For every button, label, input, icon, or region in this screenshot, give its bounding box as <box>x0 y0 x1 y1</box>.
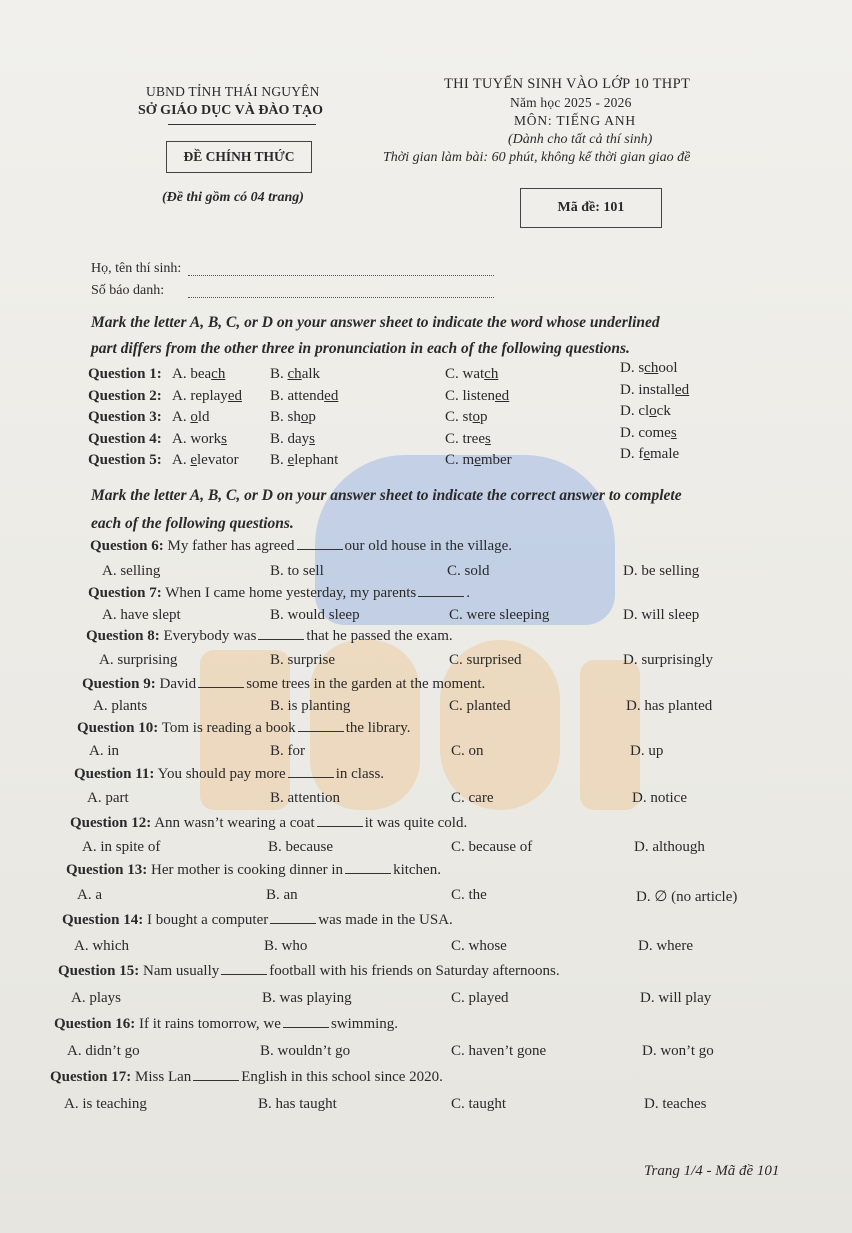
answer-option-a[interactable] <box>172 409 210 426</box>
question-text: Tom is reading a book <box>161 720 296 736</box>
answer-option-b[interactable]: B. is planting <box>270 698 351 714</box>
answer-option-c[interactable]: C. taught <box>451 1096 506 1112</box>
underlined-part: ch <box>484 366 499 382</box>
question-text: English in this school since 2020. <box>241 1069 443 1085</box>
underlined-part: e <box>287 452 295 468</box>
question-text: kitchen. <box>393 862 441 878</box>
candidate-name-label: Họ, tên thí sinh: <box>91 261 182 276</box>
question-text: our old house in the village. <box>344 538 513 554</box>
answer-option-c[interactable] <box>445 409 488 426</box>
header-divider <box>168 124 316 125</box>
answer-option-d[interactable]: D. will play <box>640 990 712 1006</box>
answer-option-c[interactable]: C. care <box>451 790 494 806</box>
option-text: mber <box>480 452 512 468</box>
question-stem <box>77 720 411 737</box>
underlined-part: s <box>484 431 491 447</box>
section1-instruction-line2: part differs from the other three in pronunciation in each of the following questions. <box>91 340 630 357</box>
option-text: A. work <box>172 431 222 447</box>
answer-option-b[interactable]: B. was playing <box>262 990 352 1006</box>
authority-name: UBND TỈNH THÁI NGUYÊN <box>146 84 320 99</box>
question-stem <box>90 538 512 555</box>
question-stem <box>62 912 453 929</box>
answer-option-c[interactable]: C. played <box>451 990 509 1006</box>
answer-option-d[interactable]: D. where <box>638 938 693 954</box>
answer-option-d[interactable]: D. teaches <box>644 1096 707 1112</box>
option-text: A. <box>172 452 191 468</box>
answer-option-d[interactable]: D. although <box>634 839 705 855</box>
option-text: B. day <box>270 431 310 447</box>
answer-option-b[interactable]: B. for <box>270 743 305 759</box>
question-label: Question 12: <box>70 815 152 831</box>
question-text: David <box>159 676 197 692</box>
option-text: p <box>480 409 488 425</box>
answer-blank <box>258 638 304 640</box>
answer-option-c[interactable]: C. surprised <box>449 652 522 668</box>
answer-option-c[interactable]: C. the <box>451 887 487 903</box>
question-label: Question 17: <box>50 1069 132 1085</box>
answer-option-c[interactable] <box>445 366 498 383</box>
underlined-part: ch <box>644 360 659 376</box>
question-text: it was quite cold. <box>364 815 468 831</box>
answer-blank <box>283 1026 329 1028</box>
department-name: SỞ GIÁO DỤC VÀ ĐÀO TẠO <box>138 103 324 118</box>
option-text: male <box>650 446 680 462</box>
option-text: D. f <box>620 446 644 462</box>
answer-option-a[interactable]: A. plays <box>71 990 121 1006</box>
answer-blank <box>193 1079 239 1081</box>
option-text: lephant <box>294 452 339 468</box>
question-text: When I came home yesterday, my parents <box>165 585 417 601</box>
time-allowed: Thời gian làm bài: 60 phút, không kể thời gian giao đề <box>383 150 691 165</box>
answer-option-a[interactable]: A. in <box>89 743 119 759</box>
answer-option-a[interactable]: A. a <box>77 887 102 903</box>
question-label: Question 16: <box>54 1016 136 1032</box>
answer-option-a[interactable]: A. didn’t go <box>67 1043 140 1059</box>
option-text: alk <box>301 366 321 382</box>
question-stem <box>66 862 441 879</box>
question-label: Question 8: <box>86 628 160 644</box>
answer-blank <box>288 776 334 778</box>
option-text: B. <box>270 366 288 382</box>
answer-option-c[interactable] <box>445 388 509 405</box>
answer-blank <box>345 872 391 874</box>
answer-option-c[interactable]: C. haven’t gone <box>451 1043 547 1059</box>
section1-instruction-line1: Mark the letter A, B, C, or D on your answer sheet to indicate the word whose underlined <box>91 314 660 331</box>
answer-option-d[interactable] <box>620 360 678 377</box>
candidate-id-field[interactable] <box>188 297 494 298</box>
answer-option-b[interactable] <box>270 388 338 405</box>
answer-option-c[interactable]: C. planted <box>449 698 511 714</box>
answer-option-d[interactable]: D. be selling <box>623 563 700 579</box>
answer-option-d[interactable]: D. has planted <box>626 698 713 714</box>
question-label: Question 5: <box>88 452 162 468</box>
option-text: A. bea <box>172 366 212 382</box>
option-text: D. cl <box>620 403 650 419</box>
school-year: Năm học 2025 - 2026 <box>510 95 632 110</box>
option-text: C. listen <box>445 388 496 404</box>
exam-title: THI TUYỂN SINH VÀO LỚP 10 THPT <box>444 76 691 92</box>
option-text: levator <box>197 452 239 468</box>
underlined-part: ed <box>675 382 690 398</box>
question-text: football with his friends on Saturday afternoons. <box>269 963 560 979</box>
question-text: Her mother is cooking dinner in <box>151 862 344 878</box>
answer-option-b[interactable]: B. to sell <box>270 563 324 579</box>
underlined-part: e <box>643 446 650 462</box>
question-stem <box>88 585 470 602</box>
page-footer: Trang 1/4 - Mã đề 101 <box>644 1163 780 1179</box>
answer-option-c[interactable]: C. because of <box>451 839 533 855</box>
answer-option-a[interactable]: A. selling <box>102 563 161 579</box>
answer-option-d[interactable] <box>620 425 677 442</box>
option-text: B. attend <box>270 388 325 404</box>
option-text: D. install <box>620 382 675 398</box>
answer-option-b[interactable] <box>270 431 315 448</box>
option-text: ld <box>197 409 210 425</box>
underlined-part: o <box>649 403 657 419</box>
answer-option-d[interactable]: D. will sleep <box>623 607 700 623</box>
option-text: B. sh <box>270 409 301 425</box>
question-label: Question 3: <box>88 409 162 425</box>
question-text: If it rains tomorrow, we <box>139 1016 281 1032</box>
question-text: that he passed the exam. <box>306 628 453 644</box>
answer-blank <box>198 686 244 688</box>
option-text: ck <box>656 403 671 419</box>
option-text: C. tree <box>445 431 485 447</box>
underlined-part: ed <box>324 388 339 404</box>
question-label: Question 15: <box>58 963 140 979</box>
question-text: the library. <box>345 720 411 736</box>
question-text: in class. <box>335 766 385 782</box>
option-text: C. wat <box>445 366 485 382</box>
question-label: Question 1: <box>88 366 162 382</box>
answer-option-a[interactable] <box>172 366 225 383</box>
answer-option-b[interactable]: B. would sleep <box>270 607 360 623</box>
question-text: Everybody was <box>163 628 257 644</box>
answer-option-d[interactable]: D. notice <box>632 790 687 806</box>
question-stem <box>54 1016 398 1033</box>
option-text: D. s <box>620 360 645 376</box>
option-text: ool <box>658 360 678 376</box>
answer-option-c[interactable]: C. were sleeping <box>449 607 550 623</box>
underlined-part: o <box>190 409 198 425</box>
question-label: Question 9: <box>82 676 156 692</box>
answer-option-a[interactable]: A. which <box>74 938 129 954</box>
question-label: Question 13: <box>66 862 148 878</box>
answer-option-b[interactable] <box>270 409 316 426</box>
answer-blank <box>418 595 464 597</box>
answer-blank <box>298 730 344 732</box>
answer-option-b[interactable]: B. has taught <box>258 1096 337 1112</box>
answer-option-d[interactable] <box>620 403 671 420</box>
option-text: C. st <box>445 409 473 425</box>
underlined-part: ch <box>287 366 302 382</box>
answer-option-c[interactable] <box>445 452 512 469</box>
answer-option-c[interactable] <box>445 431 491 448</box>
underlined-part: ed <box>227 388 242 404</box>
answer-option-b[interactable]: B. an <box>266 887 298 903</box>
question-text: Ann wasn’t wearing a coat <box>154 815 315 831</box>
underlined-part: e <box>474 452 481 468</box>
answer-option-a[interactable]: A. surprising <box>99 652 178 668</box>
answer-option-c[interactable]: C. on <box>451 743 484 759</box>
official-exam-badge: ĐỀ CHÍNH THỨC <box>166 141 312 173</box>
candidate-name-field[interactable] <box>188 275 494 276</box>
question-label: Question 11: <box>74 766 155 782</box>
option-text: D. come <box>620 425 671 441</box>
question-text: swimming. <box>330 1016 399 1032</box>
question-text: Miss Lan <box>135 1069 192 1085</box>
answer-option-b[interactable] <box>270 366 320 383</box>
question-text: . <box>466 585 471 601</box>
question-stem <box>50 1069 443 1086</box>
answer-option-d[interactable] <box>620 446 679 463</box>
exam-code-box: Mã đề: 101 <box>520 188 662 228</box>
answer-option-a[interactable]: A. in spite of <box>82 839 161 855</box>
answer-blank <box>317 825 363 827</box>
answer-option-a[interactable]: A. is teaching <box>64 1096 147 1112</box>
underlined-part: s <box>309 431 316 447</box>
answer-option-d[interactable]: D. up <box>630 743 664 759</box>
underlined-part: o <box>300 409 309 425</box>
audience-note: (Dành cho tất cả thí sinh) <box>508 132 653 147</box>
question-text: was made in the USA. <box>318 912 453 928</box>
answer-option-b[interactable]: B. attention <box>270 790 340 806</box>
underlined-part: s <box>221 431 228 447</box>
answer-option-d[interactable]: D. ∅ (no article) <box>636 889 738 905</box>
answer-option-b[interactable]: B. because <box>268 839 333 855</box>
question-stem <box>74 766 384 783</box>
answer-option-a[interactable] <box>172 431 227 448</box>
underlined-part: ed <box>495 388 510 404</box>
question-label: Question 10: <box>77 720 159 736</box>
question-text: some trees in the garden at the moment. <box>246 676 486 692</box>
answer-blank <box>297 548 343 550</box>
underlined-part: e <box>190 452 198 468</box>
page-count-note: (Đề thi gồm có 04 trang) <box>162 190 304 205</box>
subject: MÔN: TIẾNG ANH <box>514 113 636 128</box>
underlined-part: s <box>670 425 677 441</box>
question-label: Question 4: <box>88 431 162 447</box>
answer-option-a[interactable] <box>172 388 242 405</box>
answer-option-b[interactable]: B. who <box>264 938 308 954</box>
option-text: p <box>308 409 316 425</box>
question-stem <box>82 676 485 693</box>
answer-blank <box>270 922 316 924</box>
answer-option-d[interactable]: D. won’t go <box>642 1043 714 1059</box>
answer-option-c[interactable]: C. whose <box>451 938 507 954</box>
answer-blank <box>221 973 267 975</box>
underlined-part: ch <box>211 366 226 382</box>
answer-option-c[interactable]: C. sold <box>447 563 490 579</box>
question-stem <box>70 815 467 832</box>
candidate-id-label: Số báo danh: <box>91 283 165 298</box>
question-label: Question 6: <box>90 538 164 554</box>
answer-option-a[interactable]: A. part <box>87 790 129 806</box>
option-text: A. replay <box>172 388 228 404</box>
underlined-part: o <box>472 409 481 425</box>
answer-option-b[interactable]: B. surprise <box>270 652 335 668</box>
question-text: You should pay more <box>157 766 286 782</box>
question-stem <box>86 628 453 645</box>
answer-option-d[interactable] <box>620 382 689 399</box>
option-text: A. <box>172 409 191 425</box>
question-stem <box>58 963 560 980</box>
question-label: Question 14: <box>62 912 144 928</box>
answer-option-a[interactable]: A. have slept <box>102 607 181 623</box>
section2-instruction-line1: Mark the letter A, B, C, or D on your answer sheet to indicate the correct answer to complete <box>91 487 682 504</box>
question-label: Question 2: <box>88 388 162 404</box>
question-text: Nam usually <box>143 963 220 979</box>
question-label: Question 7: <box>88 585 162 601</box>
answer-option-a[interactable] <box>172 452 239 469</box>
question-text: My father has agreed <box>167 538 295 554</box>
option-text: C. m <box>445 452 475 468</box>
answer-option-d[interactable]: D. surprisingly <box>623 652 713 668</box>
option-text: B. <box>270 452 288 468</box>
question-text: I bought a computer <box>147 912 269 928</box>
section2-instruction-line2: each of the following questions. <box>91 515 294 532</box>
answer-option-b[interactable] <box>270 452 338 469</box>
answer-option-b[interactable]: B. wouldn’t go <box>260 1043 351 1059</box>
answer-option-a[interactable]: A. plants <box>93 698 148 714</box>
